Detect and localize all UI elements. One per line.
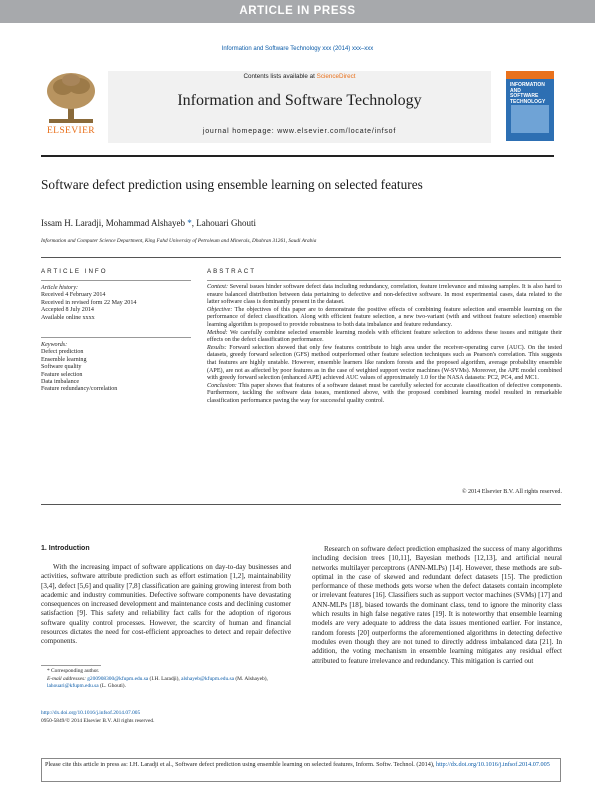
abstract-results	[207, 345, 562, 383]
abstract-method-label: Method:	[207, 329, 228, 336]
sciencedirect-link[interactable]: ScienceDirect	[316, 73, 356, 80]
masthead-divider	[41, 155, 554, 157]
abstract-heading: ABSTRACT	[207, 268, 257, 275]
abstract-bottom-divider	[41, 504, 561, 505]
intro-left-column	[41, 563, 291, 647]
abstract-conclusion-label: Conclusion:	[207, 382, 237, 389]
abstract-context-label: Context:	[207, 284, 228, 290]
article-info-heading: ARTICLE INFO	[41, 268, 108, 275]
footnote-rule	[41, 665, 101, 666]
journal-homepage-link[interactable]: journal homepage: www.elsevier.com/locate/infsof	[202, 128, 397, 135]
abstract-objective	[207, 307, 562, 330]
cite-this-article-box	[41, 758, 561, 782]
email-owner: (L. Ghouti).	[98, 683, 126, 690]
history-item: Accepted 8 July 2014	[41, 307, 94, 314]
abstract-method	[207, 330, 562, 345]
abstract-method-text: We carefully combine selected ensemble learning models with efficient feature selection to address these issues and mitigate their effects on the defect classification performance.	[207, 329, 562, 344]
corresponding-author-note: * Corresponding author.	[47, 668, 100, 674]
article-title: Software defect prediction using ensemble learning on selected features	[41, 177, 423, 192]
email-link-ghouti[interactable]: lahouari@kfupm.edu.sa	[47, 683, 99, 690]
affiliation: Information and Computer Science Department, King Fahd University of Petroleum and Minerals, Dhahran 31261, Saudi Arabia	[41, 238, 317, 244]
author-list	[41, 218, 554, 228]
introduction-heading: 1. Introduction	[41, 545, 90, 552]
abstract-conclusion-text: This paper shows that features of a software dataset must be carefully selected for accurate classification of defective components. Furthermore, tackling the software data issues, mentioned above, with the proposed combined learning model resulted in remarkable classification performance paving the way for successful quality control.	[207, 382, 562, 404]
cover-art	[511, 105, 549, 133]
keyword-item: Software quality	[41, 364, 82, 371]
email-addresses	[41, 676, 291, 691]
article-in-press-banner: ARTICLE IN PRESS	[0, 0, 595, 23]
journal-cover-image	[506, 71, 554, 141]
keywords-rule	[41, 337, 191, 338]
article-history	[41, 285, 191, 322]
doi-link[interactable]: http://dx.doi.org/10.1016/j.infsof.2014.07.005	[41, 710, 141, 716]
history-item: Received 4 February 2014	[41, 292, 106, 299]
abstract-context-text: Several issues hinder software defect data including redundancy, correlation, feature irrelevance and missing samples. It is also hard to ensure balanced distribution between data pertaining to defective and non-defective software. In most experimental cases, data related to the latter software class is dominantly present in the dataset.	[207, 284, 562, 306]
email-owner: (I.H. Laradji),	[148, 675, 182, 682]
journal-title: Information and Software Technology	[177, 92, 422, 109]
masthead-panel	[108, 71, 491, 143]
history-item: Available online xxxx	[41, 314, 95, 321]
publisher-name: ELSEVIER	[46, 126, 96, 136]
contents-line	[108, 73, 491, 80]
intro-right-column	[312, 545, 562, 666]
keyword-item: Data imbalance	[41, 379, 80, 386]
authors-last: , Lahouari Ghouti	[191, 218, 256, 228]
email-owner: (M. Alshayeb),	[234, 675, 268, 682]
doi-block	[41, 710, 291, 725]
abstract-objective-label: Objective:	[207, 306, 233, 313]
email-link-alshayeb[interactable]: alshayeb@kfupm.edu.sa	[181, 675, 235, 682]
intro-right-paragraph: Research on software defect prediction emphasized the success of many algorithms including decision trees [10,11], Bayesian methods [12,13], and artificial neural networks multilayer perceptrons (ANN-MLPs) [14]. However, these methods are sub-optimal in the case of skewed and redundant defect datasets [15]. The prediction performance of these methods gets worse when the defect datasets contain incomplete or irrelevant features [16]. Classifiers such as support vector machines (SVMs) [17] and ANN-MLPs [18], biased towards the dominant class, tend to ignore the minority class which results in high false negative rates [19]. It is noteworthy that ensemble learning models are very adequate to address the data issues mentioned earlier. For instance, random forests [20] outperforms the aforementioned algorithms in detecting defective modules even though they are not tuned to directly address imbalanced data [21]. In addition, the voting mechanism in ensemble learning mitigates any residual effect attributed to feature irrelevance and redundancy. This mitigation is carried out	[312, 545, 562, 665]
abstract-rule	[207, 280, 561, 281]
corresponding-author-marker[interactable]: *	[184, 218, 192, 228]
abstract-results-label: Results:	[207, 344, 227, 351]
running-citation-link[interactable]: Information and Software Technology xxx (2014) xxx–xxx	[221, 46, 374, 52]
history-label: Article history:	[41, 285, 79, 291]
cite-text: Please cite this article in press as: I.H. Laradji et al., Software defect prediction using ensemble learning on selected features, Inform. Softw. Technol. (2014),	[45, 761, 436, 768]
abstract-conclusion	[207, 383, 562, 406]
keyword-item: Feature selection	[41, 371, 83, 378]
history-item: Received in revised form 22 May 2014	[41, 299, 137, 306]
journal-masthead	[41, 71, 554, 146]
cite-doi-link[interactable]: http://dx.doi.org/10.1016/j.infsof.2014.07.005	[435, 761, 550, 768]
footnote	[41, 668, 291, 691]
article-info-rule	[41, 280, 191, 281]
intro-left-paragraph: With the increasing impact of software applications on day-to-day businesses and activities, software attribute prediction such as effort estimation [1,2], maintainability [3,4], defect [5,6] and quality [7,8] classification are gaining growing interest from both academic and industry communities. Defective software components have devastating consequences on increased development and maintenance costs and declining customer satisfaction [9]. This safety and reliability fact calls for the adoption of rigorous software quality control processes. However, the scarcity of human and financial resources dictates the need for cost-efficient approaches to detect and repair defective components.	[41, 563, 291, 646]
abstract-context	[207, 284, 562, 307]
contents-prefix: Contents lists available at	[243, 73, 317, 80]
email-link-laradji[interactable]: g200908300@kfupm.edu.sa	[87, 675, 149, 682]
issn-line: 0950-5849/© 2014 Elsevier B.V. All rights reserved.	[41, 717, 155, 724]
keyword-list	[41, 342, 191, 394]
front-matter-divider	[41, 257, 561, 258]
abstract-body	[207, 284, 562, 406]
cover-band	[506, 71, 554, 79]
email-label: E-mail addresses:	[47, 675, 88, 682]
keyword-item: Defect prediction	[41, 349, 84, 356]
abstract-copyright: © 2014 Elsevier B.V. All rights reserved.	[461, 489, 562, 495]
keywords-label: Keywords:	[41, 342, 68, 348]
keyword-item: Feature redundancy/correlation	[41, 386, 118, 393]
abstract-results-text: Forward selection showed that only few features contribute to high area under the receiver-operating curve (AUC). On the tested datasets, greedy forward selection (GFS) method outperformed other feature selection techniques such as Pearson's correlation. This suggests that features are highly unstable. However, ensemble learners like random forests and the proposed algorithm, average probability ensemble (APE), are not as affected by poor features as in the case of weighted support vector machines (W-SVMs). Moreover, the APE model combined with greedy forward selection (enhanced APE) achieved AUC values of approximately 1.0 for the NASA datasets: PC2, PC4, and MC1.	[207, 344, 562, 382]
keyword-item: Ensemble learning	[41, 356, 87, 363]
authors-first: Issam H. Laradji, Mohammad Alshayeb	[41, 218, 185, 228]
cover-title: INFORMATION AND SOFTWARE TECHNOLOGY	[510, 82, 546, 105]
abstract-objective-text: The objectives of this paper are to demonstrate the positive effects of combining feature selection and ensemble learning on the performance of defect classification. Along with efficient feature selection, a new two-variant (with and without feature selection) ensemble learning algorithm is proposed to provide robustness to both data imbalance and feature redundancy.	[207, 306, 562, 328]
